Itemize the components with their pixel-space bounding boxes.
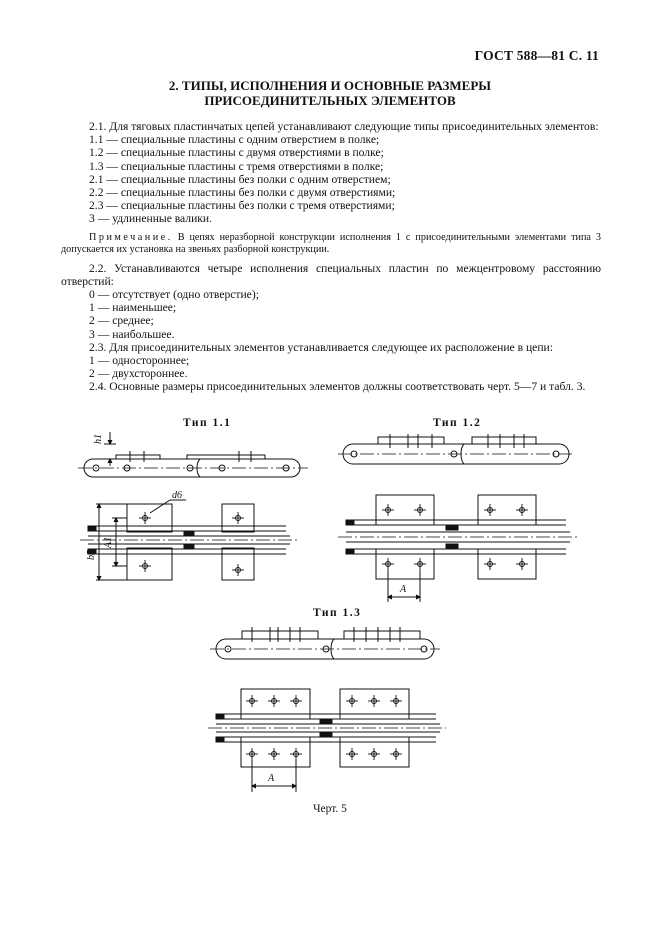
list-item: 2 — среднее; xyxy=(89,314,154,328)
section-title-line-2: ПРИСОЕДИНИТЕЛЬНЫХ ЭЛЕМЕНТОВ xyxy=(204,93,456,108)
list-item: 0 — отсутствует (одно отверстие); xyxy=(89,288,259,302)
list-item: 2.3 — специальные пластины без полки с тремя отверстиями; xyxy=(89,199,395,213)
dim-a-label-1-2: A xyxy=(400,584,407,595)
list-item: 2.2 — специальные пластины без полки с двумя отверстиями; xyxy=(89,186,396,200)
list-item: 1.1 — специальные пластины с одним отверстием в полке; xyxy=(89,133,380,147)
note-text: В цепях неразборной конструкции исполнения 1 с присоединительными элементами типа 3 допускается их установка на звеньях разборной конструкции. xyxy=(61,231,601,255)
list-item: 1 — одностороннее; xyxy=(89,354,190,368)
figure-label-type-1-3: Тип 1.3 xyxy=(313,607,362,619)
note-label: Примечание. xyxy=(89,231,173,243)
page-header: ГОСТ 588—81 С. 11 xyxy=(474,48,599,63)
paragraph-2-2: 2.2. Устанавливаются четыре исполнения специальных пластин по межцентровому расстоянию отверстий: xyxy=(61,261,601,288)
type-1-2-side-view xyxy=(338,434,574,464)
type-1-2-plan-view xyxy=(338,495,578,602)
paragraph-2-3: 2.3. Для присоединительных элементов устанавливается следующее их расположение в цепи: xyxy=(89,340,553,354)
type-1-3-side-view xyxy=(210,627,440,659)
figure-label-type-1-1: Тип 1.1 xyxy=(183,417,232,429)
dim-a1-label: A1 xyxy=(103,536,114,548)
list-item: 3 — удлиненные валики. xyxy=(89,212,213,226)
list-item: 1.3 — специальные пластины с тремя отверстиями в полке; xyxy=(89,159,384,173)
paragraph-2-4: 2.4. Основные размеры присоединительных элементов должны соответствовать черт. 5—7 и табл. 3. xyxy=(89,380,586,394)
dim-h1-label: h1 xyxy=(93,434,104,444)
section-title-line-1: 2. ТИПЫ, ИСПОЛНЕНИЯ И ОСНОВНЫЕ РАЗМЕРЫ xyxy=(168,78,492,93)
figure-caption: Черт. 5 xyxy=(313,803,347,815)
list-item: 1 — наименьшее; xyxy=(89,301,177,315)
dim-a-label-1-3: A xyxy=(268,773,275,784)
list-item: 1.2 — специальные пластины с двумя отверстиями в полке; xyxy=(89,146,384,160)
figure-label-type-1-2: Тип 1.2 xyxy=(433,417,482,429)
dim-b5-label: b5 xyxy=(86,550,97,560)
paragraph-2-1: 2.1. Для тяговых пластинчатых цепей устанавливают следующие типы присоединительных элементов: xyxy=(89,120,599,133)
list-item: 3 — наибольшее. xyxy=(89,327,175,341)
list-item: 2.1 — специальные пластины без полки с одним отверстием; xyxy=(89,172,391,186)
type-1-1-side-view xyxy=(78,432,308,477)
dim-d6-label: d6 xyxy=(172,490,182,501)
list-item: 2 — двухстороннее. xyxy=(89,367,188,381)
type-1-3-plan-view xyxy=(208,689,446,792)
